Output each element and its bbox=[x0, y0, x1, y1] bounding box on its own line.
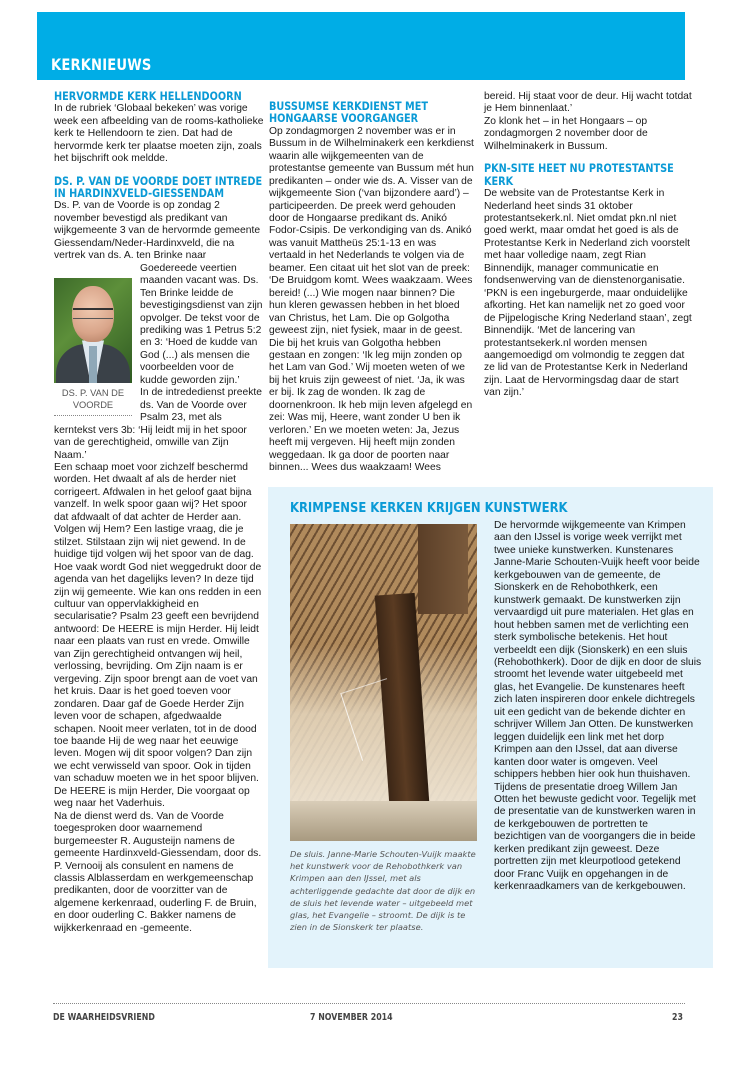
van-de-voorde-para3: Een schaap moet voor zichzelf beschermd worden. Het dwaalt af als de herder niet corrigeert. Afdwalen in het geloof gaat bijna vanzelf. In welk spoor gaan wij? Het spoor dat afdwaalt of dat achter de Herder aan. Volgen wij Hem? Een lastige vraag, die je stilzet. Stilstaan zijn wij niet gewend. In de huidige tijd volgen wij het spoor van de dag. Hoe vaak wordt God niet weggedrukt door de agenda van het dagelijks leven? In deze tijd zijn wij gemeente. Wie kan ons redden in een cultuur van oppervlakkigheid en secularisatie? Psalm 23 geeft een bevrijdend antwoord: De HEERE is mijn Herder. Hij leidt naar een plaats van rust en vrede. Omwille van Zijn gerechtigheid ontvangen wij heil, verlossing, bevrijding. Om Zijn naam is er vergeving. Zijn spoor brengt aan de voet van het kruis. Daar is het goed toeven voor zondaren. Daar gaf de Goede Herder Zijn leven voor de schapen, afgedwaalde schapen. Nooit meer verlaten, tot in de dood toe baande Hij de weg naar het eeuwige leven. Mogen wij dit spoor volgen? Dan zijn we echt verwisseld van spoor. Ook in tijden van schaduw moeten we in het spoor blijven. De HEERE is mijn Herder, Die voorgaat op weg naar het Vaderhuis. bbox=[54, 462, 262, 810]
footer-date: 7 NOVEMBER 2014 bbox=[310, 1012, 393, 1023]
portrait-glasses bbox=[73, 308, 113, 319]
artwork-floor bbox=[290, 801, 477, 841]
article-headline-pkn: PKN-SITE HEET NU PROTESTANTSE KERK bbox=[484, 162, 674, 188]
portrait-caption: DS. P. VAN DE VOORDE bbox=[54, 387, 132, 416]
artwork-beam-top bbox=[418, 524, 468, 614]
portrait-photo bbox=[54, 278, 132, 383]
footer-page-number: 23 bbox=[672, 1012, 683, 1023]
footer-publication: DE WAARHEIDSVRIEND bbox=[53, 1012, 155, 1023]
section-header-bar bbox=[37, 12, 685, 80]
portrait-tie bbox=[89, 346, 97, 383]
column-3 bbox=[484, 91, 694, 400]
van-de-voorde-intro: Ds. P. van de Voorde is op zondag 2 november bevestigd als predikant van wijkgemeente 3 van de hervormde gemeente Giessendam/Neder-Hardinxveld, die na vertrek van ds. A. ten Brinke naar Goedereede veertien maanden vacant was. Ds. Ten Brinke leidde de bevestigingsdienst van zijn opvolger. De tekst voor de prediking was 1 Petrus 5:2 en 3: ‘Hoed de kudde van God (...) als mensen die voorbeelden voor de kudde geworden zijn.’ bbox=[54, 200, 263, 386]
section-title: KERKNIEUWS bbox=[51, 55, 152, 74]
article-closing-bussum: Zo klonk het – in het Hongaars – op zondagmorgen 2 november door de Wilhelminakerk in Bussum. bbox=[484, 115, 648, 152]
article-headline-bussum: BUSSUMSE KERKDIENST MET HONGAARSE VOORGANGER bbox=[269, 100, 428, 126]
boxed-article-headline: KRIMPENSE KERKEN KRIJGEN KUNSTWERK bbox=[290, 500, 568, 516]
column-1 bbox=[54, 91, 264, 971]
footer-divider bbox=[53, 1003, 685, 1004]
van-de-voorde-para4: Na de dienst werd ds. Van de Voorde toegesproken door waarnemend burgemeester R. Augusteijn namens de gemeente Hardinxveld-Giessendam, door ds. P. Vernooij als consulent en namens de classis Alblasserdam en werkgemeenschap predikanten, door de voorzitter van de algemene kerkenraad, ouderling F. de Bruin, en door ouderling C. Bakker namens de wijkkerkenraad en -gemeente. bbox=[54, 810, 262, 934]
boxed-article bbox=[268, 487, 713, 968]
van-de-voorde-para2: In de intrededienst preekte ds. Van de Voorde over Psalm 23, met als kerntekst vers 3b: ‘Hij leidt mij in het spoor van de gerechtigheid, omwille van Zijn Naam.’ bbox=[54, 387, 262, 461]
boxed-article-body: De hervormde wijkgemeente van Krimpen aan den IJssel is vorige week verrijkt met twee unieke kunstwerken. Kunstenares Janne-Marie Schouten-Vuijk heeft voor beide kerkgebouwen van de gemeente, de Sionskerk en de Rehobothkerk, een kunstwerk gemaakt. De kunstwerken zijn vervaardigd uit pure materialen. Het glas en hout hebben samen met de verlichting een sterk symbolische betekenis. Het hout verbeeldt een dijk (Sionskerk) en een sluis (Rehobothkerk). Door de dijk en door de sluis stroomt het levende water uitgebeeld met glas, het Evangelie. De kunstenares heeft zich laten inspireren door enkele dichtregels uit een gedicht van de bekende dichter en schrijver Willem Jan Otten. De kunstwerken leggen duidelijk een link met het dorp Krimpen aan den IJssel, dat aan diverse kanten door water is omgeven. Veel schippers hebben hier ook hun thuishaven. Tijdens de presentatie droeg Willem Jan Otten het bewuste gedicht voor. Tegelijk met de presentatie van de kunstwerken waren in de kerkgebouwen de portretten te bezichtigen van de voorgangers die in beide kerken predikant zijn geweest. Deze portretten zijn met kleurpotlood getekend door Franc Vuijk en opgehangen in de kerkenraadkamers van de kerkgebouwen. bbox=[494, 520, 702, 893]
article-headline-hellendoorn: HERVORMDE KERK HELLENDOORN bbox=[54, 91, 242, 103]
artwork-caption: De sluis. Janne-Marie Schouten-Vuijk maakte het kunstwerk voor de Rehobothkerk van Krimpen aan den IJssel, met als achterliggende gedachte dat door de dijk en de sluis het levende water – uitgebeeld met glas, het Evangelie – stroomt. De dijk is te zien in de Sionskerk ter plaatse. bbox=[290, 849, 476, 933]
article-body-bussum: Op zondagmorgen 2 november was er in Bussum in de Wilhelminakerk een kerkdienst waarin alle wijkgemeenten van de protestantse gemeente van Bussum mét hun predikanten – onder wie ds. A. Visser van de wijkgemeente Sion (‘van bijzondere aard’) – participeerden. De preek werd gehouden door de Hongaarse predikant ds. Anikó Fodor-Csipis. De verkondiging van ds. Anikó was vanuit Mattheüs 25:1-13 en was vertaald in het Nederlands te volgen via de beamer. Een citaat uit het slot van de preek: ‘De Bruidgom komt. Wees waakzaam. Wees bereid! (...) Wie mogen naar binnen? Die hun kleren gewassen hebben in het bloed van Christus, het Lam. Die op Golgotha geweest zijn, niet fysiek, maar in de geest. Die bij het kruis van Golgotha hebben gestaan en zongen: ‘Ik leg mijn zonden op het Lam van God.’ Wij moeten weten of we bij het kruis zijn geweest of niet. ‘Ja, ik was er bij. Ik zag de wonden. Ik zag de doornenkroon. Ik heb mijn leven afgelegd en zei: Was mij, Heere, want zonder U ben ik verloren.’ En we moeten weten: Ja, Jezus heeft mij vergeven. Hij heeft mijn zonden weggedaan. Ik ga door de poorten naar binnen... Wees dus waakzaam! Wees bbox=[269, 125, 474, 474]
portrait-block bbox=[54, 278, 132, 416]
artwork-photo bbox=[290, 524, 477, 841]
article-body-bussum-continued: bereid. Hij staat voor de deur. Hij wacht totdat je Hem binnenlaat.’ bbox=[484, 91, 692, 115]
article-headline-van-de-voorde: DS. P. VAN DE VOORDE DOET INTREDE IN HARDINXVELD-GIESSENDAM bbox=[54, 174, 263, 201]
column-2 bbox=[269, 91, 475, 476]
article-body-pkn: De website van de Protestantse Kerk in Nederland heet sinds 31 oktober protestantsekerk.nl. Niet omdat pkn.nl niet goed werkt, maar omdat het goed is als de Protestantse Kerk in Nederland zich voorstelt met haar volledige naam, zegt Rian Binnendijk, manager communicatie en fondsenwerving van de dienstenorganisatie. ‘PKN is een ingeburgerde, maar onduidelijke afkorting. Het kan namelijk net zo goed voor de Pijpelogische Kring Nederland staan’, zegt Binnendijk. ‘Met de lancering van protestantsekerk.nl worden mensen aangemoedigd om volmondig te zeggen dat ze lid van de Protestantse Kerk in Nederland zijn. Laat de Hervormingsdag daar de start van zijn.’ bbox=[484, 188, 692, 399]
article-body-hellendoorn: In de rubriek ‘Globaal bekeken’ was vorige week een afbeelding van de rooms-katholieke kerk te Hellendoorn te zien. Dat had de hervormde kerk ter plaatse moeten zijn, zoals het bijschrift ook meldde. bbox=[54, 103, 264, 165]
